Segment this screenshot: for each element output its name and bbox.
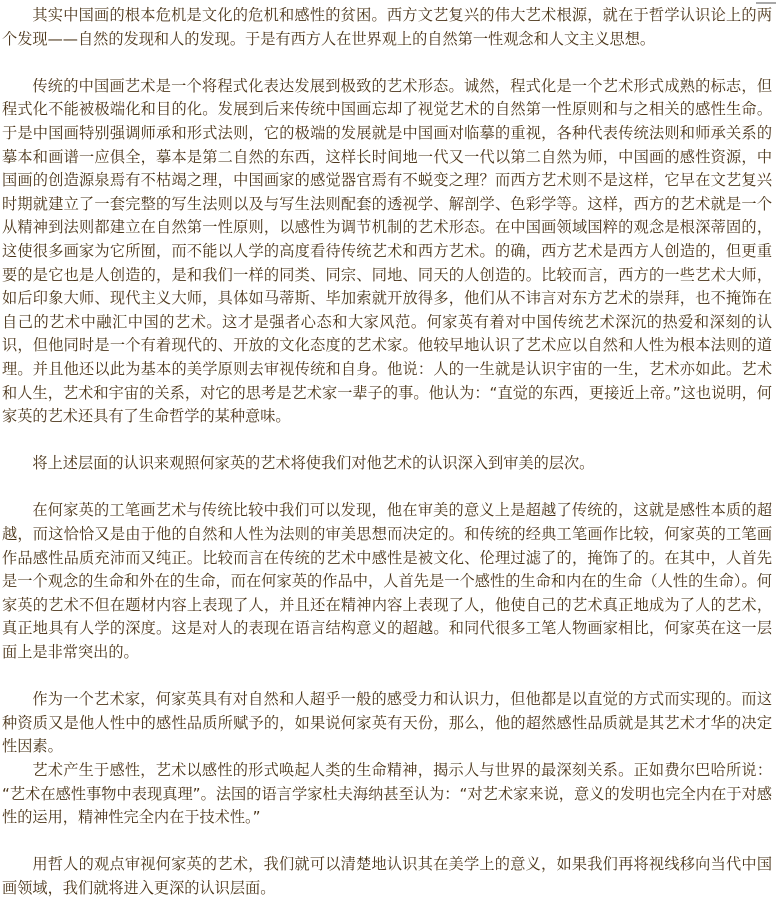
- paragraph-6: 艺术产生于感性，艺术以感性的形式唤起人类的生命精神，揭示人与世界的最深刻关系。正如费尔巴哈所说：“艺术在感性事物中表现真理”。法国的语言学家杜夫海纳甚至认为：“对艺术家来说，意义的发明也完全内在于对感性的运用，精神性完全内在于技术性。”: [2, 761, 772, 827]
- paragraph-3: 将上述层面的认识来观照何家英的艺术将使我们对他艺术的认识深入到审美的层次。: [32, 454, 595, 473]
- paragraph-1: 其实中国画的根本危机是文化的危机和感性的贫困。西方文艺复兴的伟大艺术根源，就在于哲学认识论上的两个发现——自然的发现和人的发现。于是有西方人在世界观上的自然第一性观念和人文主义思想。: [2, 6, 772, 48]
- paragraph-2: 传统的中国画艺术是一个将程式化表达发展到极致的艺术形态。诚然，程式化是一个艺术形式成熟的标志，但程式化不能被极端化和目的化。发展到后来传统中国画忘却了视觉艺术的自然第一性原则和与之相关的感性生命。于是中国画特别强调师承和形式法则，它的极端的发展就是中国画对临摹的重视，各种代表传统法则和师承关系的摹本和画谱一应俱全，摹本是第二自然的东西，这样长时间地一代又一代以第二自然为师，中国画的感性资源，中国画的创造源泉焉有不枯竭之理，中国画家的感觉器官焉有不蜕变之理？而西方艺术则不是这样，它早在文艺复兴时期就建立了一套完整的写生法则以及与写生法则配套的透视学、解剖学、色彩学等。这样，西方的艺术就是一个从精神到法则都建立在自然第一性原则，以感性为调节机制的艺术形态。在中国画领域国粹的观念是根深蒂固的，这使很多画家为它所囿，而不能以人学的高度看待传统艺术和西方艺术。的确，西方艺术是西方人创造的，但更重要的是它也是人创造的，是和我们一样的同类、同宗、同地、同天的人创造的。比较而言，西方的一些艺术大师，如后印象大师、现代主义大师，具体如马蒂斯、毕加索就开放得多，他们从不讳言对东方艺术的崇拜，也不掩饰在自己的艺术中融汇中国的艺术。这才是强者心态和大家风范。何家英有着对中国传统艺术深沉的热爱和深刻的认识，但他同时是一个有着现代的、开放的文化态度的艺术家。他较早地认识了艺术应以自然和人性为根本法则的道理。并且他还以此为基本的美学原则去审视传统和自身。他说：人的一生就是认识宇宙的一生，艺术亦如此。艺术和人生，艺术和宇宙的关系，对它的思考是艺术家一辈子的事。他认为：“直觉的东西，更接近上帝。”这也说明，何家英的艺术还具有了生命哲学的某种意味。: [2, 76, 772, 426]
- paragraph-5: 作为一个艺术家，何家英具有对自然和人超乎一般的感受力和认识力，但他都是以直觉的方式而实现的。而这种资质又是他人性中的感性品质所赋予的，如果说何家英有天份，那么，他的超然感性品质就是其艺术才华的决定性因素。: [2, 690, 772, 756]
- paragraph-7: 用哲人的观点审视何家英的艺术，我们就可以清楚地认识其在美学上的意义，如果我们再将视线移向当代中国画领域，我们就将进入更深的认识层面。: [2, 855, 772, 897]
- paragraph-4: 在何家英的工笔画艺术与传统比较中我们可以发现，他在审美的意义上是超越了传统的，这就是感性本质的超越，而这恰恰又是由于他的自然和人性为法则的审美思想而决定的。和传统的经典工笔画作比较，何家英的工笔画作品感性品质充沛而又纯正。比较而言在传统的艺术中感性是被文化、伦理过滤了的，掩饰了的。在其中，人首先是一个观念的生命和外在的生命，而在何家英的作品中，人首先是一个感性的生命和内在的生命（人性的生命）。何家英的艺术不但在题材内容上表现了人，并且还在精神内容上表现了人，他使自己的艺术真正地成为了人的艺术，真正地具有人学的深度。这是对人的表现在语言结构意义的超越。和同代很多工笔人物画家相比，何家英在这一层面上是非常突出的。: [2, 501, 772, 662]
- top-right-rule: [756, 2, 776, 4]
- article-body: [2, 4, 772, 901]
